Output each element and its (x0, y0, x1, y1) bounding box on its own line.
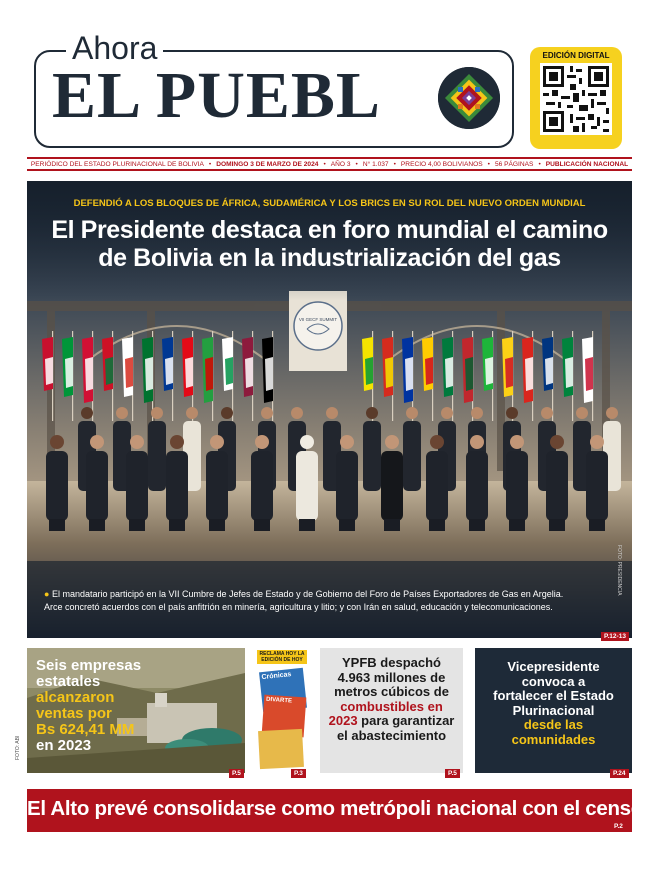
magazines-promo-label: RECLAMA HOY LA EDICIÓN DE HOY (257, 650, 307, 664)
info-bar: PERIÓDICO DEL ESTADO PLURINACIONAL DE BOLIVIA • DOMINGO 3 DE MARZO DE 2024 • AÑO 3 • N° 1.037 • PRECIO 4,00 BOLIVIANOS • 56 PÁGINAS • PUBLICACIÓN NACIONAL (27, 157, 632, 171)
bottom-banner-page-ref[interactable]: P.2 (614, 823, 623, 830)
flag-stripe (45, 357, 53, 385)
masthead-ahora: Ahora (66, 30, 163, 67)
caption-line-2: Arce concretó acuerdos con el país anfitrión en minería, agricultura y litio; y con Irán en salud, educación y telecomunicaciones. (44, 602, 553, 612)
info-number: N° 1.037 (362, 160, 389, 168)
info-subtitle: PERIÓDICO DEL ESTADO PLURINACIONAL DE BOLIVIA (30, 160, 204, 168)
story-state-companies-page-ref[interactable]: P.5 (229, 762, 244, 780)
masthead-logo-icon (438, 67, 500, 129)
magazine-cover-divarte: DIVARTE (262, 695, 307, 738)
podium-text: VII GECF SUMMIT (298, 317, 338, 322)
qr-code-icon[interactable] (540, 63, 612, 135)
story-ypfb-page-ref[interactable]: P.5 (445, 762, 460, 780)
story-box-magazines[interactable] (253, 648, 310, 773)
flag-stripe (365, 357, 373, 385)
flag-stripe (585, 357, 593, 391)
flag-stripe (265, 357, 273, 391)
main-story-kicker: DEFENDIÓ A LOS BLOQUES DE ÁFRICA, SUDAMÉRICA Y LOS BRICS EN SU ROL DEL NUEVO ORDEN MUNDIAL (73, 198, 586, 209)
headline-line-1: El Presidente destaca en foro mundial el camino (51, 216, 608, 244)
flag-stripe (445, 357, 453, 388)
flag-stripe (85, 357, 93, 391)
flag-stripe (405, 357, 413, 391)
flag-stripe (465, 357, 473, 391)
digital-edition-label: EDICIÓN DIGITAL (542, 51, 610, 60)
flag-stripe (525, 357, 533, 391)
info-price: PRECIO 4,00 BOLIVIANOS (400, 160, 483, 168)
story-magazines-page-ref[interactable]: P.3 (291, 762, 306, 780)
masthead-title: EL PUEBL (52, 59, 381, 132)
bullet-icon: ● (44, 589, 52, 599)
info-pages: 56 PÁGINAS (494, 160, 534, 168)
headline-line-2: de Bolivia en la industrialización del gas (98, 244, 561, 272)
flag-stripe (185, 357, 193, 388)
flag-stripe (125, 357, 133, 388)
flag-stripe (245, 357, 253, 388)
info-year: AÑO 3 (330, 160, 351, 168)
story-vicepresident-page-ref[interactable]: P.24 (610, 762, 629, 780)
story-state-companies-headline: Seis empresas estatales alcanzaron ventas por Bs 624,41 MM en 2023 (36, 657, 142, 754)
flag-stripe (545, 357, 553, 385)
flag-stripe (425, 357, 433, 385)
story-vicepresident-headline: Vicepresidente convoca a fortalecer el Estado Plurinacional desde las comunidades (493, 659, 614, 747)
magazine-cover-cronicas: Crónicas (259, 668, 307, 712)
flag-stripe (565, 357, 573, 388)
info-edition: PUBLICACIÓN NACIONAL (545, 160, 629, 168)
flag-stripe (225, 357, 233, 385)
info-date: DOMINGO 3 DE MARZO DE 2024 (216, 160, 319, 168)
flag-stripe (65, 357, 73, 388)
flag-stripe (485, 357, 493, 385)
flag-stripe (205, 357, 213, 391)
flag-stripe (505, 357, 513, 388)
story-ypfb-headline: YPFB despachó 4.963 millones de metros cúbicos de combustibles en 2023 para garantizar el abastecimiento (328, 655, 455, 743)
flag-stripe (165, 357, 173, 385)
main-story-caption (44, 588, 624, 614)
flag-stripe (105, 357, 113, 385)
caption-line-1: El mandatario participó en la VII Cumbre de Jefes de Estado y de Gobierno del Foro de Países Exportadores de Gas en Argelia. (51, 589, 564, 599)
bottom-banner-headline: El Alto prevé consolidarse como metrópoli nacional con el censo (27, 797, 644, 820)
flag-stripe (385, 357, 393, 388)
flag-stripe (145, 357, 153, 391)
main-story-headline[interactable] (27, 216, 632, 272)
main-story-page-ref[interactable]: P.12-13 (601, 625, 629, 643)
story-state-companies-credit: FOTO: ABI (15, 735, 21, 760)
photo-credit: FOTO: PRESIDENCIA (616, 545, 622, 596)
